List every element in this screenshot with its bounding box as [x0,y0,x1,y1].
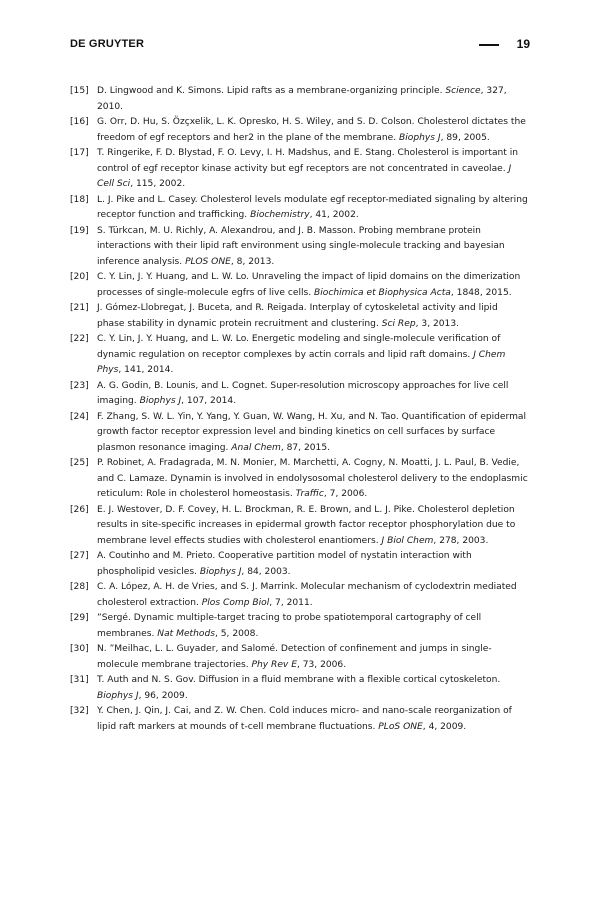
reference-journal: Nat Methods [157,628,215,639]
reference-journal: J Chem Phys [97,349,506,375]
reference-journal: J Biol Chem [381,535,434,546]
reference-authors-title: A. Coutinho and M. Prieto. Cooperative partition model of nystatin interaction with phospholipid vesicles. [97,551,472,577]
reference-number: [28] [70,582,89,592]
reference-text [97,272,520,298]
reference-journal: PLOS ONE [185,256,231,267]
reference-item [70,115,528,146]
reference-journal: Science [445,86,481,96]
reference-text [97,613,481,639]
reference-text [97,644,492,670]
reference-volume-year: , 327, 2010. [97,86,507,112]
reference-item [70,410,528,457]
reference-item [70,270,528,301]
reference-item [70,673,528,704]
reference-volume-year: , 41, 2002. [309,210,359,220]
running-header [70,38,530,52]
reference-item [70,642,528,673]
reference-text [97,86,507,112]
reference-volume-year: , 73, 2006. [296,659,347,670]
reference-journal: Anal Chem [231,442,281,453]
reference-authors-title: S. Türkcan, M. U. Richly, A. Alexandrou, and J. B. Masson. Probing membrane protein interactions with their lipid raft environment using single-molecule tracking and bayesian inference analysis. [97,225,505,267]
reference-volume-year: , 4, 2009. [422,721,467,732]
reference-authors-title: P. Robinet, A. Fradagrada, M. N. Monier, M. Marchetti, A. Cogny, N. Moatti, J. L. Paul, B. Vedie, and C. Lamaze. Dynamin is involved in endolysosomal cholesterol delivery to the endoplasmic reticulum: Role in cholesterol homeostasis. [97,458,528,499]
reference-item [70,84,528,115]
reference-journal: Plos Comp Biol [201,597,270,608]
reference-journal: Biochimica et Biophysica Acta [314,287,451,298]
reference-authors-title: G. Orr, D. Hu, S. Özçxelik, L. K. Opresko, H. S. Wiley, and S. D. Colson. Cholesterol dictates the freedom of egf receptors and her2 in the plane of the membrane. [97,117,526,143]
reference-volume-year: , 8, 2013. [230,256,275,267]
reference-journal: PLoS ONE [378,721,423,732]
reference-item [70,146,528,193]
reference-text [97,675,500,701]
reference-number: [23] [70,380,89,391]
reference-number: [22] [70,334,89,344]
reference-text [97,706,512,732]
reference-text [97,505,515,546]
reference-volume-year: , 1848, 2015. [450,287,512,298]
reference-authors-title: N. ”Meilhac, L. L. Guyader, and Salomé. Detection of confinement and jumps in single-molecule membrane trajectories. [97,644,492,670]
reference-authors-title: L. J. Pike and L. Casey. Cholesterol levels modulate egf receptor-mediated signaling by altering receptor function and trafficking. [97,194,528,220]
reference-authors-title: C. A. López, A. H. de Vries, and S. J. Marrink. Molecular mechanism of cyclodextrin mediated cholesterol extraction. [97,582,517,608]
reference-authors-title: J. Gómez-Llobregat, J. Buceta, and R. Reigada. Interplay of cytoskeletal activity and lipid phase stability in dynamic protein recruitment and clustering. [97,303,498,329]
reference-volume-year: , 89, 2005. [440,132,490,143]
reference-number: [15] [70,86,89,96]
reference-text [97,148,518,189]
reference-journal: Biophys J [139,396,182,406]
reference-number: [21] [70,303,89,313]
reference-authors-title: A. G. Godin, B. Lounis, and L. Cognet. Super-resolution microscopy approaches for live cell imaging. [97,380,509,406]
reference-number: [19] [70,225,89,236]
reference-journal: Sci Rep [381,318,416,329]
reference-authors-title: ”Sergé. Dynamic multiple-target tracing to probe spatiotemporal cartography of cell membranes. [97,613,482,639]
reference-authors-title: F. Zhang, S. W. L. Yin, Y. Yang, Y. Guan, W. Wang, H. Xu, and N. Tao. Quantification of epidermal growth factor receptor expression level and binding kinetics on cell surfaces by surface plasmon resonance imaging. [97,411,527,453]
page-number: 19 [516,37,530,51]
reference-volume-year: , 96, 2009. [138,690,188,701]
reference-text [97,195,528,221]
reference-volume-year: , 7, 2006. [323,489,368,499]
reference-journal: Biophys J [399,132,441,143]
reference-number: [17] [70,148,89,158]
reference-journal: Biophys J [199,566,242,577]
reference-authors-title: Y. Chen, J. Qin, J. Cai, and Z. W. Chen. Cold induces micro- and nano-scale reorganization of lipid raft markers at mounds of t-cell membrane fluctuations. [97,706,512,732]
reference-volume-year: , 115, 2002. [130,179,186,189]
reference-item [70,379,528,410]
publisher-name: DE GRUYTER [70,38,145,50]
reference-number: [20] [70,272,89,282]
reference-item [70,580,528,611]
reference-text [97,551,472,577]
reference-number: [26] [70,504,89,515]
header-rule [479,44,499,46]
reference-text [97,334,505,375]
reference-number: [29] [70,613,89,623]
reference-volume-year: , 84, 2003. [241,566,291,577]
reference-item [70,611,528,642]
reference-volume-year: , 5, 2008. [214,628,259,639]
reference-authors-title: E. J. Westover, D. F. Covey, H. L. Brockman, R. E. Brown, and L. J. Pike. Cholesterol depletion results in site-specific increases in epidermal growth factor receptor phosphorylation due to membrane level effects studies with cholesterol enantiomers. [97,504,516,546]
reference-text [97,303,498,329]
reference-authors-title: C. Y. Lin, J. Y. Huang, and L. W. Lo. Energetic modeling and single-molecule verification of dynamic regulation on receptor complexes by actin corrals and lipid raft domains. [97,334,501,360]
reference-volume-year: , 107, 2014. [181,396,237,406]
reference-number: [30] [70,644,89,654]
reference-item [70,193,528,224]
reference-journal: Phy Rev E [251,659,297,670]
reference-authors-title: C. Y. Lin, J. Y. Huang, and L. W. Lo. Unraveling the impact of lipid domains on the dimerization processes of single-molecule egfrs of live cells. [97,272,521,298]
reference-item [70,549,528,580]
reference-journal: J Cell Sci [97,163,512,189]
reference-authors-title: D. Lingwood and K. Simons. Lipid rafts as a membrane-organizing principle. [97,86,446,96]
reference-volume-year: , 7, 2011. [269,597,313,608]
reference-number: [27] [70,551,89,561]
reference-journal: Biochemistry [250,210,310,220]
reference-text [97,117,526,143]
reference-number: [18] [70,194,89,205]
reference-volume-year: , 141, 2014. [118,365,174,375]
reference-number: [31] [70,675,89,685]
reference-text [97,582,517,608]
reference-journal: Traffic [295,489,324,499]
reference-authors-title: T. Ringerike, F. D. Blystad, F. O. Levy, I. H. Madshus, and E. Stang. Cholesterol is important in control of egf receptor kinase activity but egf receptors are not concentrated in caveolae. [97,148,519,174]
reference-number: [25] [70,458,89,468]
reference-text [97,458,528,499]
reference-volume-year: , 3, 2013. [415,318,460,329]
reference-item [70,456,528,503]
reference-authors-title: T. Auth and N. S. Gov. Diffusion in a fluid membrane with a flexible cortical cytoskeleton. [97,675,501,685]
reference-item [70,224,528,271]
reference-number: [16] [70,117,89,127]
reference-text [97,381,508,407]
reference-number: [24] [70,411,89,422]
reference-journal: Biophys J [97,690,139,701]
reference-list [70,84,528,735]
reference-volume-year: , 278, 2003. [433,535,489,546]
reference-volume-year: , 87, 2015. [280,442,330,453]
reference-item [70,503,528,550]
reference-item [70,704,528,735]
reference-text [97,412,526,453]
reference-text [97,226,505,267]
reference-item [70,332,528,379]
reference-item [70,301,528,332]
reference-number: [32] [70,706,89,716]
